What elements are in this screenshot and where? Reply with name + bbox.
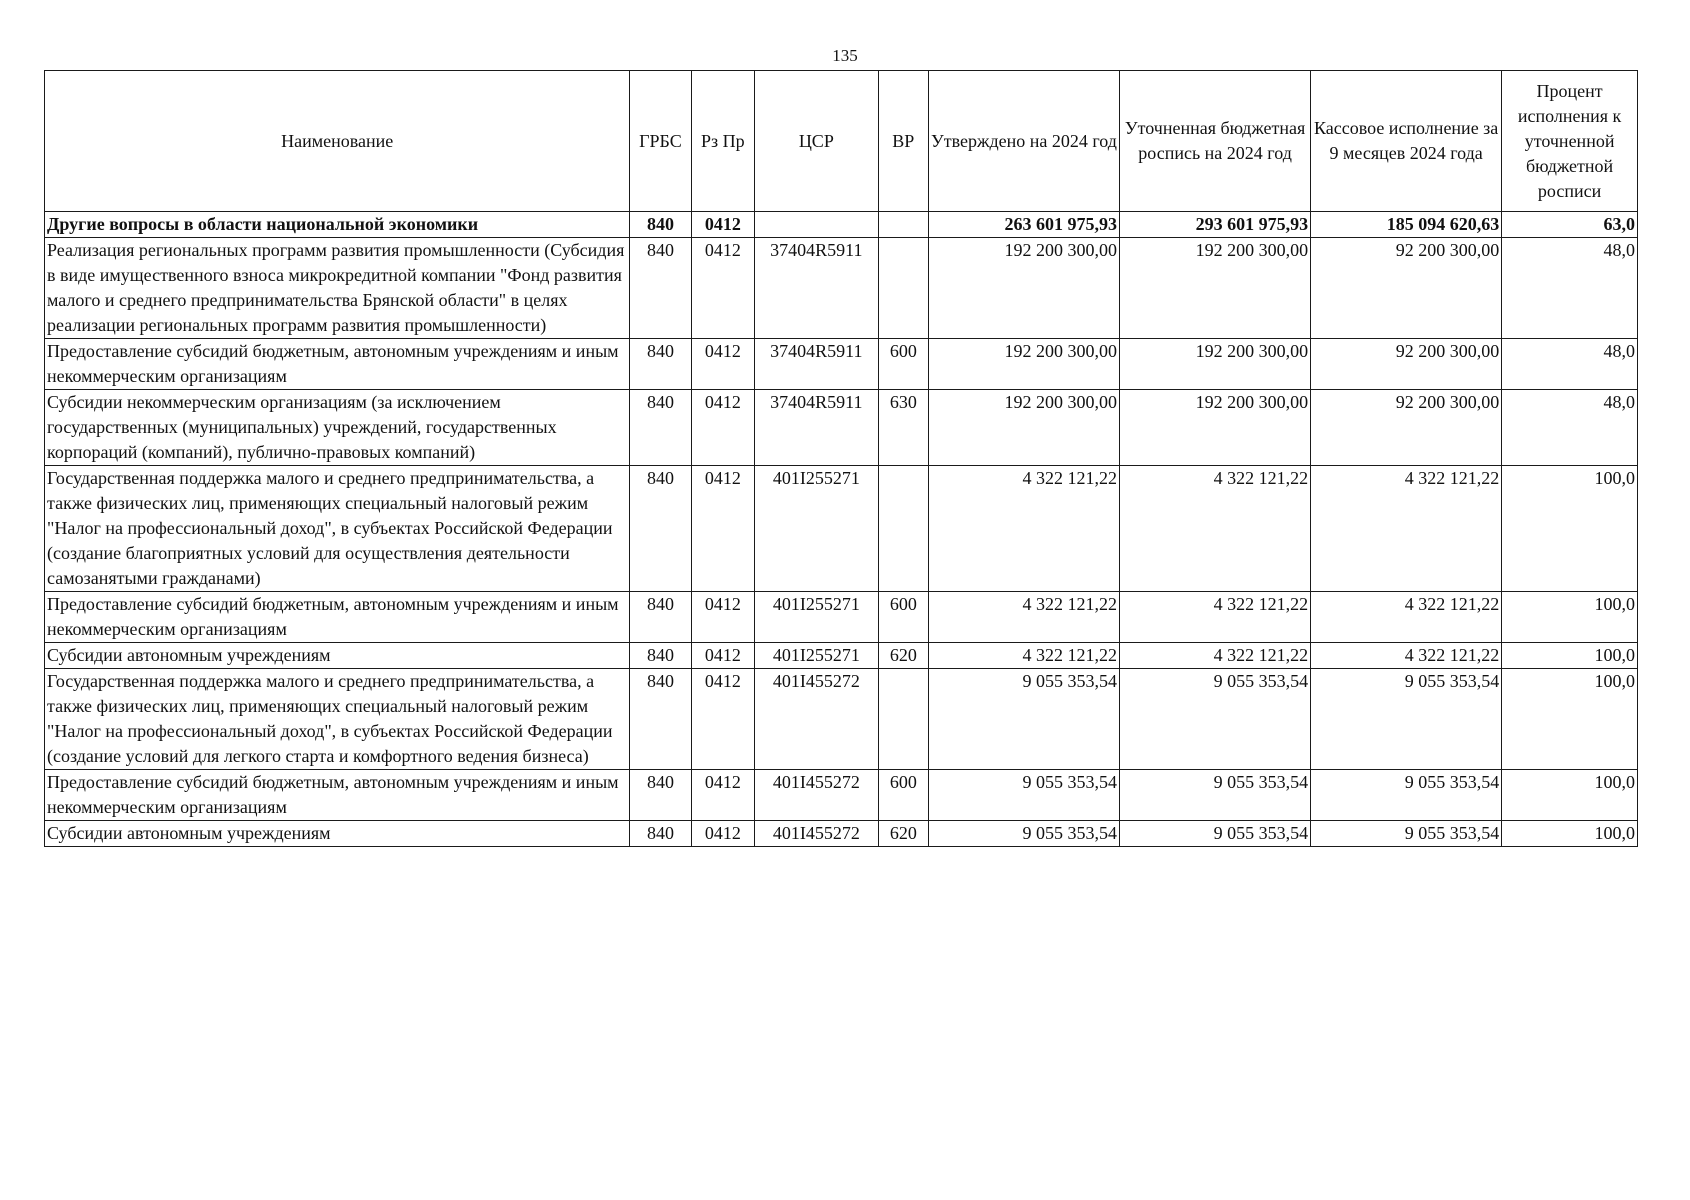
header-percent: Процент исполнения к уточненной бюджетной росписи xyxy=(1502,71,1638,212)
cell-percent: 100,0 xyxy=(1502,821,1638,847)
cell-percent: 100,0 xyxy=(1502,643,1638,669)
table-row xyxy=(45,770,1638,821)
cell-approved: 9 055 353,54 xyxy=(928,821,1119,847)
table-row xyxy=(45,212,1638,238)
cell-rzpr: 0412 xyxy=(691,669,754,770)
cell-vr: 600 xyxy=(878,339,928,390)
cell-approved: 192 200 300,00 xyxy=(928,390,1119,466)
cell-vr xyxy=(878,212,928,238)
cell-refined: 9 055 353,54 xyxy=(1120,770,1311,821)
cell-approved: 9 055 353,54 xyxy=(928,770,1119,821)
cell-rzpr: 0412 xyxy=(691,212,754,238)
header-cash: Кассовое исполнение за 9 месяцев 2024 года xyxy=(1311,71,1502,212)
cell-refined: 4 322 121,22 xyxy=(1120,592,1311,643)
cell-csr: 37404R5911 xyxy=(754,339,878,390)
cell-approved: 4 322 121,22 xyxy=(928,592,1119,643)
cell-rzpr: 0412 xyxy=(691,390,754,466)
cell-csr xyxy=(754,212,878,238)
cell-cash: 4 322 121,22 xyxy=(1311,643,1502,669)
cell-cash: 9 055 353,54 xyxy=(1311,770,1502,821)
cell-name: Государственная поддержка малого и среднего предпринимательства, а также физических лиц, применяющих специальный налоговый режим "Налог на профессиональный доход", в субъектах Российской Федерации (создание условий для легкого старта и комфортного ведения бизнеса) xyxy=(45,669,630,770)
cell-approved: 192 200 300,00 xyxy=(928,238,1119,339)
cell-name: Предоставление субсидий бюджетным, автономным учреждениям и иным некоммерческим организациям xyxy=(45,770,630,821)
cell-rzpr: 0412 xyxy=(691,339,754,390)
cell-approved: 192 200 300,00 xyxy=(928,339,1119,390)
table-header-row xyxy=(45,71,1638,212)
cell-cash: 92 200 300,00 xyxy=(1311,238,1502,339)
cell-rzpr: 0412 xyxy=(691,643,754,669)
budget-execution-table xyxy=(44,70,1638,847)
cell-refined: 9 055 353,54 xyxy=(1120,821,1311,847)
cell-grbs: 840 xyxy=(630,770,691,821)
cell-approved: 263 601 975,93 xyxy=(928,212,1119,238)
cell-rzpr: 0412 xyxy=(691,592,754,643)
header-grbs: ГРБС xyxy=(630,71,691,212)
cell-vr: 600 xyxy=(878,770,928,821)
cell-vr xyxy=(878,466,928,592)
cell-grbs: 840 xyxy=(630,212,691,238)
cell-refined: 4 322 121,22 xyxy=(1120,466,1311,592)
cell-name: Государственная поддержка малого и среднего предпринимательства, а также физических лиц, применяющих специальный налоговый режим "Налог на профессиональный доход", в субъектах Российской Федерации (создание благоприятных условий для осуществления деятельности самозанятыми гражданами) xyxy=(45,466,630,592)
cell-grbs: 840 xyxy=(630,821,691,847)
cell-refined: 293 601 975,93 xyxy=(1120,212,1311,238)
cell-percent: 100,0 xyxy=(1502,770,1638,821)
cell-grbs: 840 xyxy=(630,339,691,390)
cell-cash: 185 094 620,63 xyxy=(1311,212,1502,238)
table-row xyxy=(45,821,1638,847)
cell-percent: 48,0 xyxy=(1502,238,1638,339)
cell-percent: 100,0 xyxy=(1502,592,1638,643)
cell-vr xyxy=(878,669,928,770)
cell-grbs: 840 xyxy=(630,238,691,339)
cell-csr: 401I455272 xyxy=(754,821,878,847)
cell-grbs: 840 xyxy=(630,669,691,770)
cell-vr xyxy=(878,238,928,339)
cell-percent: 100,0 xyxy=(1502,466,1638,592)
header-approved: Утверждено на 2024 год xyxy=(928,71,1119,212)
cell-percent: 48,0 xyxy=(1502,390,1638,466)
cell-cash: 4 322 121,22 xyxy=(1311,466,1502,592)
header-vr: ВР xyxy=(878,71,928,212)
cell-name: Субсидии автономным учреждениям xyxy=(45,643,630,669)
table-body xyxy=(45,212,1638,847)
cell-csr: 401I255271 xyxy=(754,592,878,643)
cell-vr: 630 xyxy=(878,390,928,466)
table-row xyxy=(45,643,1638,669)
cell-cash: 4 322 121,22 xyxy=(1311,592,1502,643)
cell-csr: 401I455272 xyxy=(754,669,878,770)
header-rzpr: Рз Пр xyxy=(691,71,754,212)
table-row xyxy=(45,238,1638,339)
cell-grbs: 840 xyxy=(630,390,691,466)
cell-name: Реализация региональных программ развития промышленности (Субсидия в виде имущественного взноса микрокредитной компании "Фонд развития малого и среднего предпринимательства Брянской области" в целях реализации региональных программ развития промышленности) xyxy=(45,238,630,339)
cell-vr: 620 xyxy=(878,643,928,669)
cell-cash: 9 055 353,54 xyxy=(1311,669,1502,770)
table-row xyxy=(45,339,1638,390)
cell-approved: 9 055 353,54 xyxy=(928,669,1119,770)
cell-name: Предоставление субсидий бюджетным, автономным учреждениям и иным некоммерческим организациям xyxy=(45,339,630,390)
cell-rzpr: 0412 xyxy=(691,466,754,592)
header-refined: Уточненная бюджетная роспись на 2024 год xyxy=(1120,71,1311,212)
cell-name: Субсидии некоммерческим организациям (за исключением государственных (муниципальных) учреждений, государственных корпораций (компаний), публично-правовых компаний) xyxy=(45,390,630,466)
cell-name: Другие вопросы в области национальной экономики xyxy=(45,212,630,238)
table-row xyxy=(45,466,1638,592)
cell-name: Субсидии автономным учреждениям xyxy=(45,821,630,847)
cell-refined: 9 055 353,54 xyxy=(1120,669,1311,770)
cell-csr: 401I255271 xyxy=(754,643,878,669)
cell-grbs: 840 xyxy=(630,643,691,669)
header-name: Наименование xyxy=(45,71,630,212)
cell-cash: 92 200 300,00 xyxy=(1311,339,1502,390)
cell-rzpr: 0412 xyxy=(691,770,754,821)
cell-percent: 63,0 xyxy=(1502,212,1638,238)
cell-cash: 9 055 353,54 xyxy=(1311,821,1502,847)
cell-rzpr: 0412 xyxy=(691,821,754,847)
table-row xyxy=(45,669,1638,770)
cell-name: Предоставление субсидий бюджетным, автономным учреждениям и иным некоммерческим организациям xyxy=(45,592,630,643)
table-row xyxy=(45,390,1638,466)
cell-csr: 401I455272 xyxy=(754,770,878,821)
cell-refined: 192 200 300,00 xyxy=(1120,390,1311,466)
cell-csr: 37404R5911 xyxy=(754,390,878,466)
cell-rzpr: 0412 xyxy=(691,238,754,339)
cell-grbs: 840 xyxy=(630,466,691,592)
cell-percent: 48,0 xyxy=(1502,339,1638,390)
cell-vr: 600 xyxy=(878,592,928,643)
cell-approved: 4 322 121,22 xyxy=(928,643,1119,669)
cell-cash: 92 200 300,00 xyxy=(1311,390,1502,466)
cell-refined: 192 200 300,00 xyxy=(1120,238,1311,339)
table-row xyxy=(45,592,1638,643)
header-csr: ЦСР xyxy=(754,71,878,212)
cell-csr: 37404R5911 xyxy=(754,238,878,339)
cell-approved: 4 322 121,22 xyxy=(928,466,1119,592)
cell-vr: 620 xyxy=(878,821,928,847)
cell-percent: 100,0 xyxy=(1502,669,1638,770)
page-number: 135 xyxy=(832,46,858,65)
cell-grbs: 840 xyxy=(630,592,691,643)
cell-refined: 4 322 121,22 xyxy=(1120,643,1311,669)
cell-csr: 401I255271 xyxy=(754,466,878,592)
cell-refined: 192 200 300,00 xyxy=(1120,339,1311,390)
